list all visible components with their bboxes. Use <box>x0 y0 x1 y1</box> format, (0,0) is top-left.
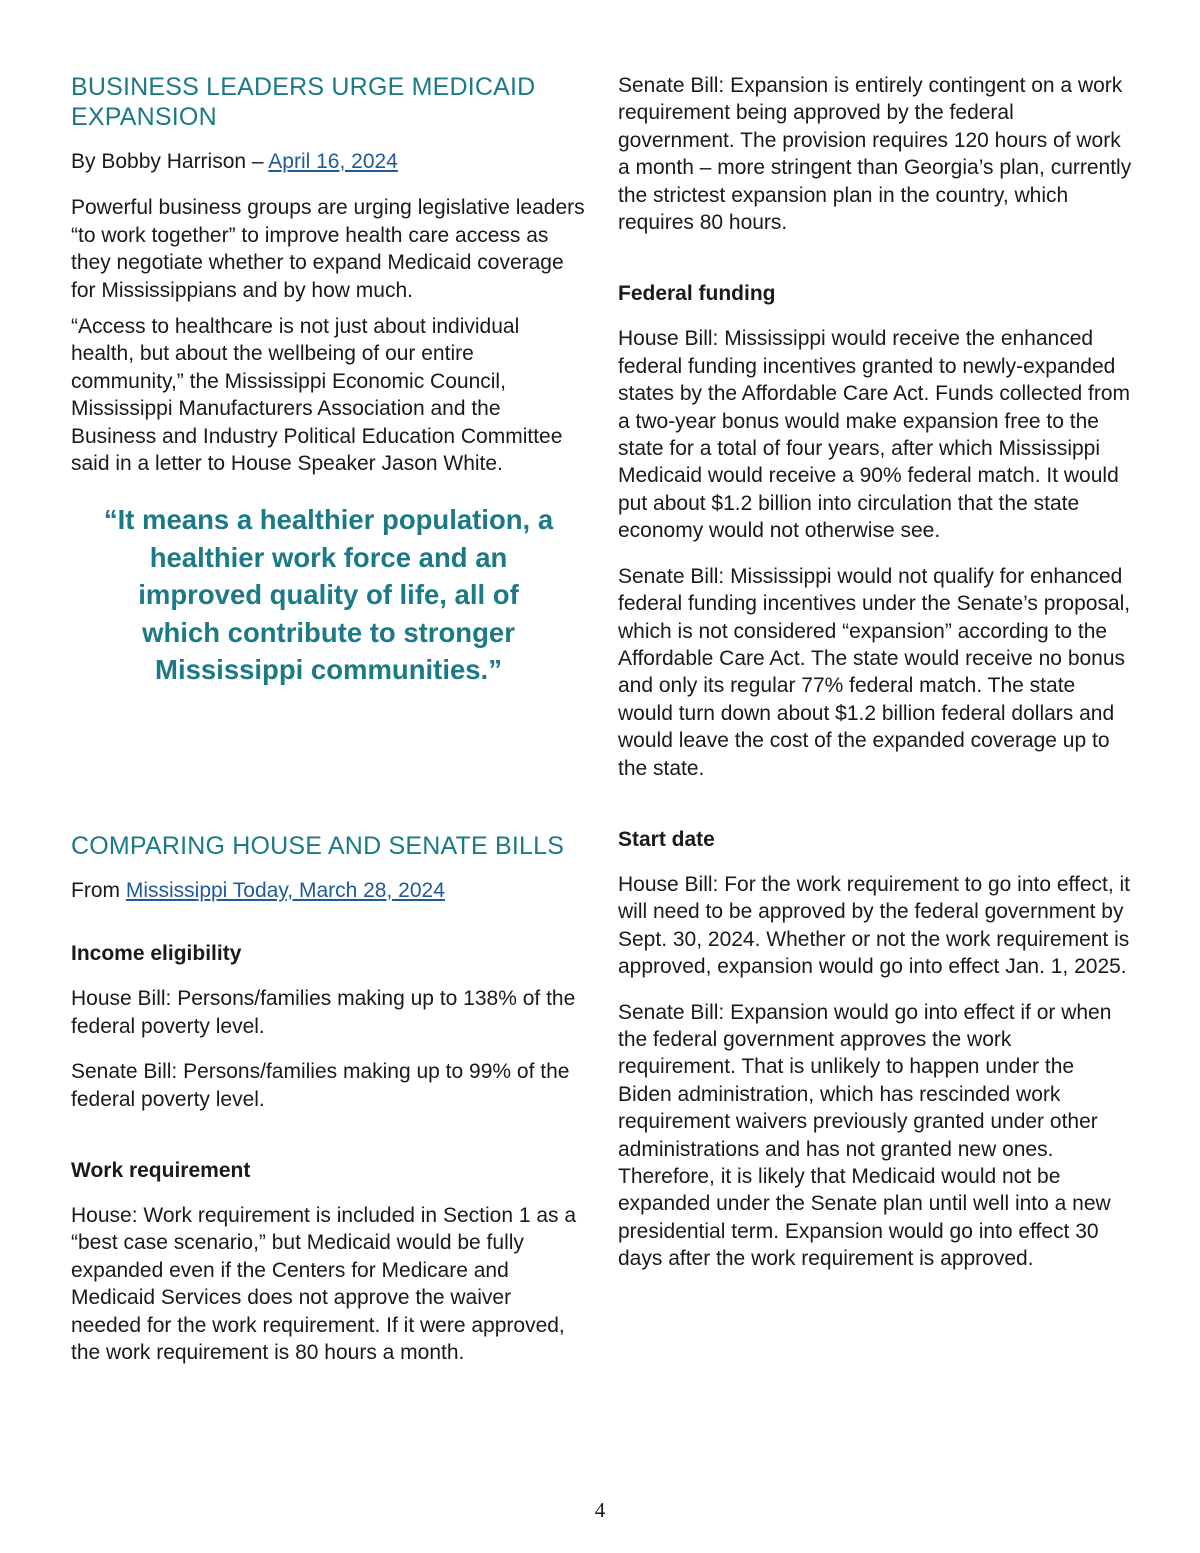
subheading-income-eligibility: Income eligibility <box>71 942 242 966</box>
senate-start-paragraph: Senate Bill: Expansion would go into effect if or when the federal government approves the work requirement. That is unlikely to happen under the Biden administration, which has rescinded work requirement waivers previously granted under other administrations and has not granted new ones. Therefore, it is likely that Medicaid would not be expanded under the Senate plan until well into a new presidential term. Expansion would go into effect 30 days after the work requirement is approved. <box>618 1000 1112 1271</box>
house-funding-paragraph: House Bill: Mississippi would receive the enhanced federal funding incentives granted to newly-expanded states by the Affordable Care Act. Funds collected from a two-year bonus would make expansion free to the state for a total of four years, after which Mississippi Medicaid would receive a 90% federal match. It would put about $1.2 billion into circulation that the state economy would not otherwise see. <box>618 327 1131 543</box>
article-paragraph: Powerful business groups are urging legislative leaders “to work together” to improve health care access as they negotiate whether to expand Medicaid coverage for Mississippians and by how much. <box>71 196 585 302</box>
source-line <box>71 877 586 904</box>
byline-date-link[interactable]: April 16, 2024 <box>268 150 398 173</box>
byline-author: By Bobby Harrison – <box>71 150 269 173</box>
section-title: COMPARING HOUSE AND SENATE BILLS <box>71 831 565 860</box>
article-title: BUSINESS LEADERS URGE MEDICAID EXPANSION <box>71 73 536 131</box>
page-number: 4 <box>594 1498 606 1522</box>
subheading-work-requirement: Work requirement <box>71 1159 251 1182</box>
right-column <box>618 72 1133 1273</box>
left-column <box>71 72 586 1366</box>
senate-funding-paragraph: Senate Bill: Mississippi would not qualify for enhanced federal funding incentives under the Senate’s proposal, which is not considered “expansion” according to the Affordable Care Act. The state would receive no bonus and only its regular 77% federal match. The state would turn down about $1.2 billion federal dollars and would leave the cost of the expanded coverage up to the state. <box>618 564 1131 780</box>
house-work-paragraph: House: Work requirement is included in Section 1 as a “best case scenario,” but Medicaid would be fully expanded even if the Centers for Medicare and Medicaid Services does not approve the waiver needed for the work requirement. If it were approved, the work requirement is 80 hours a month. <box>71 1204 577 1365</box>
senate-income-paragraph: Senate Bill: Persons/families making up to 99% of the federal poverty level. <box>71 1060 570 1111</box>
article-paragraph: “Access to healthcare is not just about individual health, but about the wellbeing of our entire community,” the Mississippi Economic Council, Mississippi Manufacturers Association and the Business and Industry Political Education Committee said in a letter to House Speaker Jason White. <box>71 315 563 476</box>
source-link[interactable]: Mississippi Today, March 28, 2024 <box>125 878 445 902</box>
subheading-federal-funding: Federal funding <box>618 282 776 306</box>
house-start-paragraph: House Bill: For the work requirement to go into effect, it will need to be approved by the federal government by Sept. 30, 2024. Whether or not the work requirement is approved, expansion would go into effect Jan. 1, 2025. <box>618 872 1131 979</box>
senate-work-paragraph: Senate Bill: Expansion is entirely contingent on a work requirement being approved by the federal government. The provision requires 120 hours of work a month – more stringent than Georgia’s plan, currently the strictest expansion plan in the country, which requires 80 hours. <box>618 74 1132 235</box>
byline <box>71 148 586 175</box>
pull-quote: “It means a healthier population, a healthier work force and an improved quality of life, all of which contribute to stronger Mississippi communities.” <box>103 504 554 686</box>
source-prefix: From <box>71 878 126 902</box>
subheading-start-date: Start date <box>618 827 715 851</box>
house-income-paragraph: House Bill: Persons/families making up to 138% of the federal poverty level. <box>71 987 576 1038</box>
